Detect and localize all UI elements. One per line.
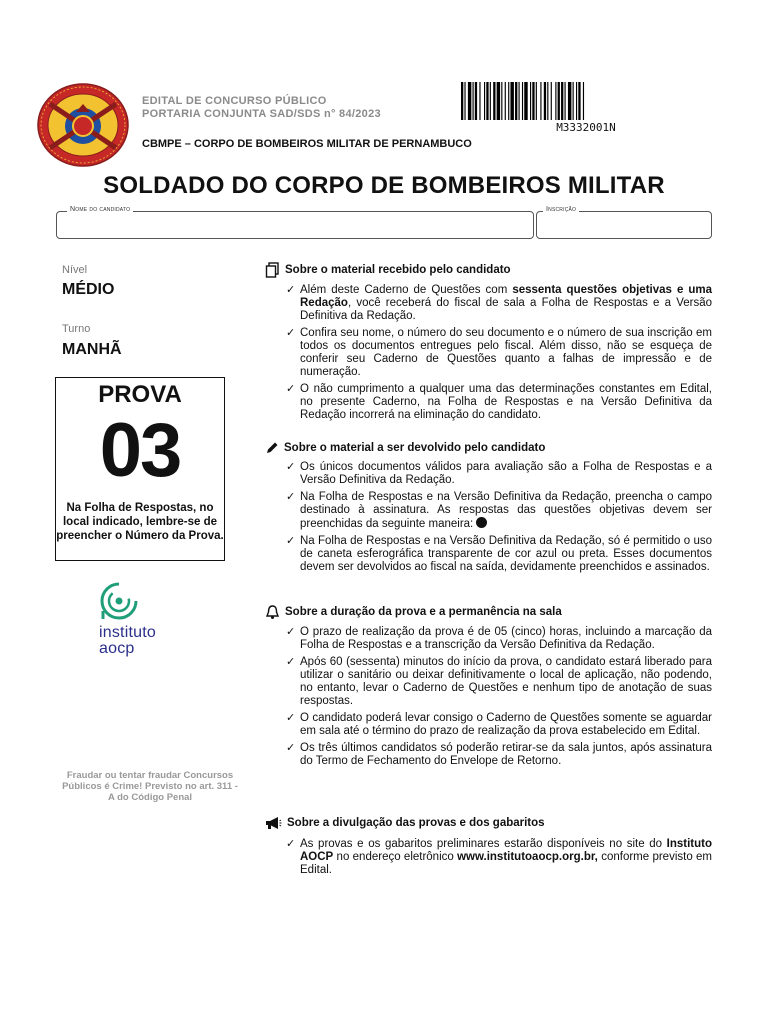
check-icon: ✓ <box>286 461 296 473</box>
prova-label: PROVA <box>98 381 182 408</box>
check-icon: ✓ <box>286 742 296 754</box>
section-title: Sobre o material recebido pelo candidato <box>285 264 511 276</box>
section-material-recebido-list <box>286 284 712 426</box>
instituto-aocp-logo-icon <box>99 581 139 621</box>
prova-note: Na Folha de Respostas, no local indicado, lembre-se de preencher o Número da Prova. <box>56 502 224 542</box>
section-title: Sobre a divulgação das provas e dos gabaritos <box>287 817 545 829</box>
list-item: ✓ O não cumprimento a qualquer uma das determinações constantes em Edital, no presente Caderno, na Folha de Respostas e na Versão Definitiva da Redação incorrerá na eliminação do candidato. <box>286 383 712 421</box>
check-icon: ✓ <box>286 656 296 668</box>
prova-number: 03 <box>99 408 181 493</box>
nivel-label: Nível <box>62 264 88 276</box>
candidate-name-label: Nome do candidato <box>67 206 133 213</box>
section-material-devolvido-list <box>286 461 712 578</box>
list-item: ✓ Os três últimos candidatos só poderão retirar-se da sala juntos, após assinatura do Termo de Fechamento do Envelope de Retorno. <box>286 742 712 767</box>
page-title: SOLDADO DO CORPO DE BOMBEIROS MILITAR <box>103 172 665 199</box>
documents-icon <box>265 262 280 278</box>
check-icon: ✓ <box>286 383 296 395</box>
section-divulgacao-list <box>286 838 712 881</box>
bell-icon <box>265 604 280 620</box>
check-icon: ✓ <box>286 327 296 339</box>
check-icon: ✓ <box>286 535 296 547</box>
check-icon: ✓ <box>286 284 296 296</box>
list-item: ✓ Na Folha de Respostas e na Versão Definitiva da Redação, preencha o campo destinado à assinatura. As respostas das questões objetivas devem ser preenchidas da seguinte maneira: <box>286 491 712 530</box>
section-duracao-heading <box>265 604 562 620</box>
logo-text-instituto: instituto <box>99 624 156 641</box>
website-link[interactable]: www.institutoaocp.org.br, <box>457 851 598 863</box>
turno-label: Turno <box>62 323 91 335</box>
edital-title: EDITAL DE CONCURSO PÚBLICO <box>142 95 327 107</box>
cbmpe-seal-emblem <box>36 82 130 168</box>
section-divulgacao-heading <box>265 816 545 830</box>
candidate-name-field[interactable] <box>56 206 534 239</box>
list-item: ✓ Os únicos documentos válidos para avaliação são a Folha de Respostas e a Versão Definitiva da Redação. <box>286 461 712 486</box>
inscricao-label: Inscrição <box>543 206 579 213</box>
section-title: Sobre o material a ser devolvido pelo candidato <box>284 442 546 454</box>
section-material-recebido-heading <box>265 262 511 278</box>
list-item: ✓ Após 60 (sessenta) minutos do início da prova, o candidato estará liberado para utilizar o sanitário ou deixar definitivamente o local de aplicação, não podendo, no entanto, levar o Caderno de Questões e nenhum tipo de anotação de suas respostas. <box>286 656 712 707</box>
list-item: ✓ As provas e os gabaritos preliminares estarão disponíveis no site do Instituto AOCP no endereço eletrônico www.institutoaocp.org.br, conforme previsto em Edital. <box>286 838 713 876</box>
check-icon: ✓ <box>286 626 296 638</box>
inscricao-field[interactable] <box>536 206 712 239</box>
section-duracao-list <box>286 626 712 772</box>
logo-text-aocp: aocp <box>99 640 135 657</box>
filled-circle-icon <box>476 517 487 528</box>
check-icon: ✓ <box>286 838 296 850</box>
pencil-icon <box>265 441 279 455</box>
check-icon: ✓ <box>286 491 296 503</box>
section-material-devolvido-heading <box>265 441 545 455</box>
nivel-value: MÉDIO <box>62 281 115 298</box>
portaria-line: PORTARIA CONJUNTA SAD/SDS n° 84/2023 <box>142 108 381 120</box>
megaphone-icon <box>265 816 282 830</box>
list-item: ✓ O candidato poderá levar consigo o Caderno de Questões somente se aguardar em sala até o término do prazo de realização da prova estabelecido em Edital. <box>286 712 712 737</box>
turno-value: MANHÃ <box>62 341 122 358</box>
organization-name: CBMPE – CORPO DE BOMBEIROS MILITAR DE PERNAMBUCO <box>142 138 472 150</box>
list-item: ✓ Confira seu nome, o número do seu documento e o número de sua inscrição em todos os documentos entregues pelo fiscal. Além disso, não se esqueça de conferir seu Caderno de Questões quanto a falhas de impressão e de numeração. <box>286 327 712 378</box>
list-item: ✓ Na Folha de Respostas e na Versão Definitiva da Redação, só é permitido o uso de caneta esferográfica transparente de cor azul ou preta. Esses documentos devem ser devolvidos ao fiscal na saída, devidamente preenchidos e assinados. <box>286 535 712 573</box>
list-item: ✓ O prazo de realização da prova é de 05 (cinco) horas, incluindo a marcação da Folha de Respostas e a transcrição da Versão Definitiva da Redação. <box>286 626 712 651</box>
section-title: Sobre a duração da prova e a permanência na sala <box>285 606 562 618</box>
list-item: ✓ Além deste Caderno de Questões com sessenta questões objetivas e uma Redação, você receberá do fiscal de sala a Folha de Respostas e a Versão Definitiva da Redação. <box>286 284 713 322</box>
fraud-warning: Fraudar ou tentar fraudar Concursos Públicos é Crime! Previsto no art. 311 - A do Código Penal <box>62 770 238 803</box>
barcode <box>461 82 711 120</box>
barcode-number: M3332001N <box>556 121 616 134</box>
check-icon: ✓ <box>286 712 296 724</box>
prova-box <box>55 377 225 561</box>
